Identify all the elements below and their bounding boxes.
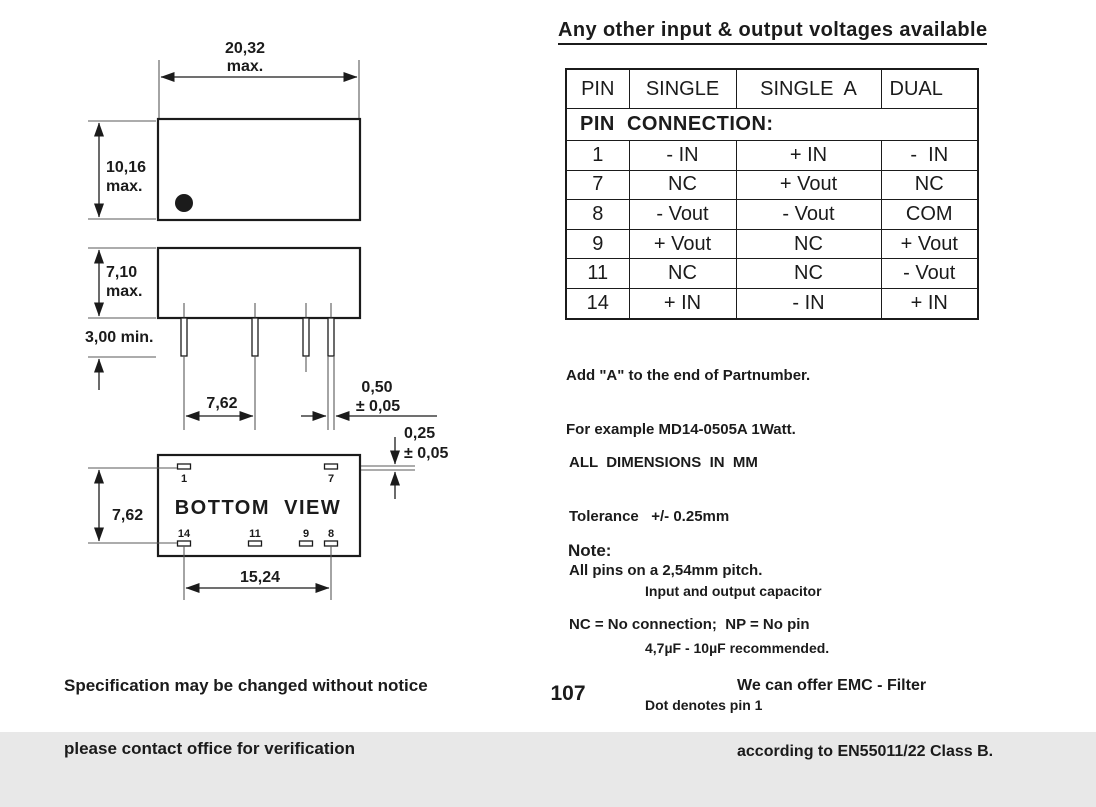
col-header-single: SINGLE [629,69,736,109]
dim-body-height-value: 7,10 [106,264,138,281]
pin1-dot [175,194,193,212]
table-title: PIN CONNECTION: [566,109,978,141]
table-cell: 9 [566,229,629,259]
dimension-note-line4: NC = No connection; NP = No pin [569,616,810,633]
dimension-note-line1: ALL DIMENSIONS IN MM [569,454,758,471]
pin-label-8: 8 [327,528,335,540]
top-view [88,40,360,220]
table-cell: + IN [629,288,736,318]
side-pin [303,318,309,356]
emc-line1: We can offer EMC - Filter [737,677,927,694]
table-cell: + IN [736,141,881,171]
dimension-note-line2: Tolerance +/- 0.25mm [569,508,730,525]
mechanical-drawing [0,0,520,640]
pad-pin14 [178,541,191,546]
note-label: Note: [568,541,612,560]
pad-pin7 [325,464,338,469]
dimension-note-line3: All pins on a 2,54mm pitch. [569,562,763,579]
pad-pin11 [249,541,262,546]
note-line2: 4,7µF - 10µF recommended. [645,640,830,656]
dim-pin-thickness-value: 0,25 [404,425,436,442]
note-line3: Dot denotes pin 1 [645,697,763,713]
dim-height-value: 10,16 [106,159,147,176]
table-cell: 14 [566,288,629,318]
table-cell: 7 [566,170,629,200]
dim-pin-pitch: 7,62 [206,395,238,412]
spec-notice-line2: please contact office for verification [64,739,355,758]
emc-note [737,631,993,807]
side-view [85,248,437,430]
pin-label-7: 7 [327,473,335,485]
table-cell: - Vout [629,200,736,230]
table-cell: 1 [566,141,629,171]
bottom-view-label: BOTTOM VIEW [174,497,342,519]
dim-height-suffix: max. [106,178,143,195]
table-cell: 8 [566,200,629,230]
dim-pin-length: 3,00 min. [85,329,154,346]
side-view-outline [158,248,360,318]
dim-pin-span: 15,24 [239,569,281,586]
table-cell: COM [881,200,978,230]
table-cell: NC [736,229,881,259]
table-cell: NC [881,170,978,200]
table-cell: - Vout [881,259,978,289]
side-pin [181,318,187,356]
table-body [566,141,978,319]
side-pin [328,318,334,356]
pin-label-9: 9 [302,528,310,540]
dim-row-pitch: 7,62 [112,507,144,524]
dim-pin-width-value: 0,50 [361,379,393,396]
table-row [566,229,978,259]
col-header-single-a: SINGLE A [736,69,881,109]
pin-label-1: 1 [180,473,188,485]
dim-pin-width-tol: ± 0,05 [355,398,401,415]
spec-notice-line1: Specification may be changed without notice [64,676,428,695]
table-cell: + Vout [736,170,881,200]
pin-label-14: 14 [177,528,191,540]
table-cell: + Vout [629,229,736,259]
spec-notice [64,633,428,801]
table-row [566,170,978,200]
table-row [566,288,978,318]
emc-line2: according to EN55011/22 Class B. [737,743,994,760]
page-number: 107 [550,682,586,705]
table-row [566,141,978,171]
bottom-view [88,455,360,600]
pad-pin9 [300,541,313,546]
col-header-pin: PIN [566,69,629,109]
partnumber-note-line2: For example MD14-0505A 1Watt. [566,421,796,438]
table-cell: - IN [629,141,736,171]
table-cell: NC [629,170,736,200]
pin-label-11: 11 [249,528,261,540]
pad-pin8 [325,541,338,546]
table-cell: NC [629,259,736,289]
table-cell: NC [736,259,881,289]
pad-pin1 [178,464,191,469]
dim-body-height-suffix: max. [106,283,143,300]
col-header-dual: DUAL [881,69,978,109]
table-row [566,200,978,230]
note-line1: Input and output capacitor [645,583,822,599]
table-cell: + Vout [881,229,978,259]
table-cell: - IN [736,288,881,318]
dim-width-value: 20,32 [224,40,266,57]
table-cell: 11 [566,259,629,289]
dim-width-suffix: max. [226,58,264,75]
table-cell: - Vout [736,200,881,230]
page-heading: Any other input & output voltages available [558,19,987,45]
side-pin [252,318,258,356]
table-cell: + IN [881,288,978,318]
pin-connection-table [565,68,979,320]
partnumber-note-line1: Add "A" to the end of Partnumber. [566,367,811,384]
table-row [566,259,978,289]
dim-pin-thickness-tol: ± 0,05 [404,445,449,462]
table-cell: - IN [881,141,978,171]
table-header-row [566,69,978,109]
